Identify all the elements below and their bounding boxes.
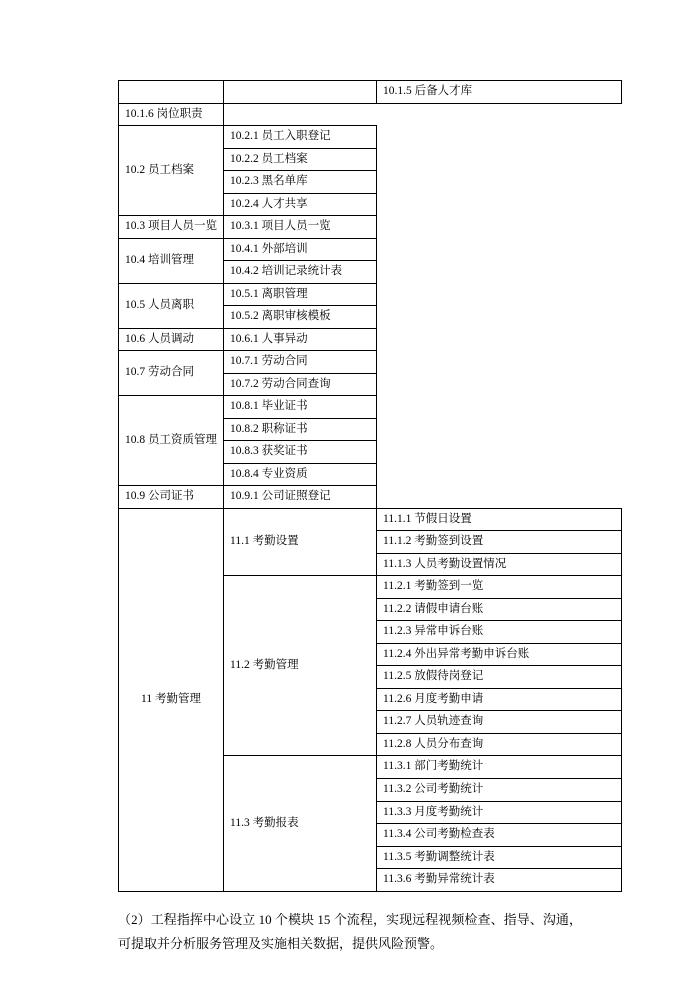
submodule-cell: 10.8 员工资质管理	[119, 396, 224, 486]
process-cell: 10.7.2 劳动合同查询	[224, 373, 377, 396]
module-process-table	[118, 80, 622, 892]
table-row	[119, 238, 622, 261]
submodule-cell: 10.6 人员调动	[119, 328, 224, 351]
document-body	[118, 80, 582, 970]
process-cell: 10.5.2 离职审核模板	[224, 306, 377, 329]
process-cell: 10.2.4 人才共享	[224, 193, 377, 216]
submodule-cell: 10.3 项目人员一览	[119, 216, 224, 239]
process-cell: 10.4.2 培训记录统计表	[224, 261, 377, 284]
process-cell: 10.7.1 劳动合同	[224, 351, 377, 374]
table-row	[119, 351, 622, 374]
submodule-cell: 10.7 劳动合同	[119, 351, 224, 396]
process-cell: 10.1.5 后备人才库	[377, 81, 622, 104]
table-body	[119, 81, 622, 892]
table-row	[119, 486, 622, 509]
module-cell: 11 考勤管理	[119, 508, 224, 891]
process-cell: 11.2.2 请假申请台账	[377, 598, 622, 621]
process-cell: 10.3.1 项目人员一览	[224, 216, 377, 239]
process-cell: 10.5.1 离职管理	[224, 283, 377, 306]
table-row	[119, 396, 622, 419]
process-cell: 11.3.3 月度考勤统计	[377, 801, 622, 824]
table-row	[119, 81, 622, 104]
process-cell: 10.8.3 获奖证书	[224, 441, 377, 464]
submodule-cell	[224, 81, 377, 104]
table-row	[119, 216, 622, 239]
process-cell: 11.3.1 部门考勤统计	[377, 756, 622, 779]
body-paragraph: （2）工程指挥中心设立 10 个模块 15 个流程，实现远程视频检查、指导、沟通，可提取并分析服务管理及实施相关数据，提供风险预警。	[118, 911, 582, 952]
process-cell: 11.3.4 公司考勤检查表	[377, 824, 622, 847]
process-cell: 10.6.1 人事异动	[224, 328, 377, 351]
process-cell: 10.1.6 岗位职责	[119, 103, 224, 126]
process-cell: 10.8.1 毕业证书	[224, 396, 377, 419]
process-cell: 10.2.2 员工档案	[224, 148, 377, 171]
process-cell: 11.2.1 考勤签到一览	[377, 576, 622, 599]
process-cell: 11.2.8 人员分布查询	[377, 733, 622, 756]
process-cell: 11.2.6 月度考勤申请	[377, 688, 622, 711]
process-cell: 10.2.1 员工入职登记	[224, 126, 377, 149]
process-cell: 11.3.6 考勤异常统计表	[377, 869, 622, 892]
submodule-cell: 11.1 考勤设置	[224, 508, 377, 576]
table-row	[119, 103, 622, 126]
process-cell: 10.2.3 黑名单库	[224, 171, 377, 194]
process-cell: 11.1.1 节假日设置	[377, 508, 622, 531]
process-cell: 11.2.5 放假待岗登记	[377, 666, 622, 689]
submodule-cell: 11.3 考勤报表	[224, 756, 377, 891]
process-cell: 11.1.2 考勤签到设置	[377, 531, 622, 554]
table-row	[119, 283, 622, 306]
process-cell: 11.2.4 外出异常考勤申诉台账	[377, 643, 622, 666]
process-cell: 11.2.3 异常申诉台账	[377, 621, 622, 644]
process-cell: 11.3.5 考勤调整统计表	[377, 846, 622, 869]
process-cell: 10.8.4 专业资质	[224, 463, 377, 486]
table-row	[119, 508, 622, 531]
process-cell: 11.1.3 人员考勤设置情况	[377, 553, 622, 576]
process-cell: 10.8.2 职称证书	[224, 418, 377, 441]
submodule-cell: 10.9 公司证书	[119, 486, 224, 509]
process-cell: 11.3.2 公司考勤统计	[377, 778, 622, 801]
module-cell	[119, 81, 224, 104]
process-cell: 11.2.7 人员轨迹查询	[377, 711, 622, 734]
process-cell: 10.4.1 外部培训	[224, 238, 377, 261]
process-cell: 10.9.1 公司证照登记	[224, 486, 377, 509]
submodule-cell: 10.2 员工档案	[119, 126, 224, 216]
submodule-cell: 10.4 培训管理	[119, 238, 224, 283]
submodule-cell: 10.5 人员离职	[119, 283, 224, 328]
submodule-cell: 11.2 考勤管理	[224, 576, 377, 756]
table-row	[119, 126, 622, 149]
table-row	[119, 328, 622, 351]
